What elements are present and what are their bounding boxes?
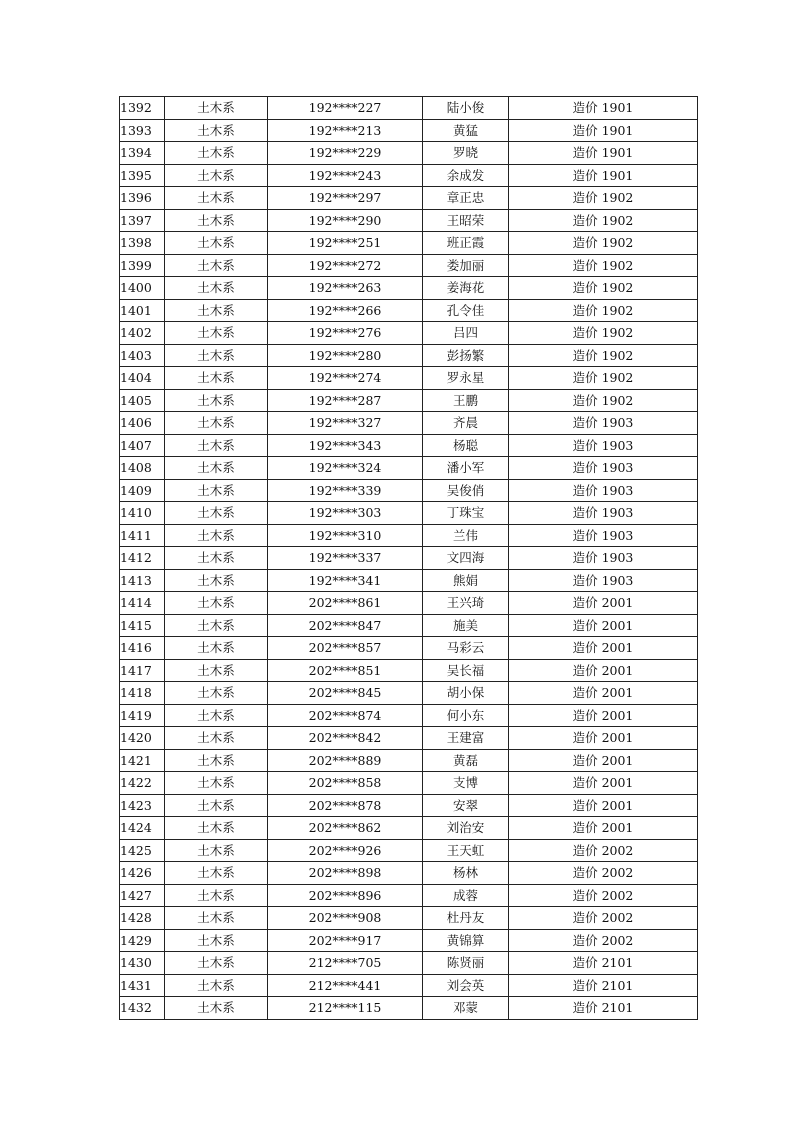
class-cell: 造价 2002 [509,884,698,907]
department-cell: 土木系 [165,704,268,727]
class-cell: 造价 2001 [509,749,698,772]
student-id-cell: 202****857 [268,637,423,660]
table-row [120,97,698,120]
row-number: 1410 [120,502,165,525]
student-name-cell: 成蓉 [423,884,509,907]
department-cell: 土木系 [165,637,268,660]
table-row [120,524,698,547]
student-id-cell: 202****898 [268,862,423,885]
student-id-cell: 192****343 [268,434,423,457]
student-id-cell: 192****297 [268,187,423,210]
row-number: 1405 [120,389,165,412]
table-row [120,772,698,795]
class-cell: 造价 2002 [509,929,698,952]
class-cell: 造价 2001 [509,817,698,840]
class-cell: 造价 2001 [509,772,698,795]
department-cell: 土木系 [165,187,268,210]
table-row [120,232,698,255]
row-number: 1406 [120,412,165,435]
student-id-cell: 192****324 [268,457,423,480]
student-name-cell: 杨聪 [423,434,509,457]
row-number: 1400 [120,277,165,300]
table-row [120,187,698,210]
student-id-cell: 202****862 [268,817,423,840]
department-cell: 土木系 [165,839,268,862]
student-name-cell: 罗永星 [423,367,509,390]
row-number: 1432 [120,997,165,1020]
student-id-cell: 202****842 [268,727,423,750]
department-cell: 土木系 [165,817,268,840]
student-id-cell: 202****845 [268,682,423,705]
class-cell: 造价 2001 [509,682,698,705]
class-cell: 造价 2001 [509,614,698,637]
class-cell: 造价 1903 [509,524,698,547]
table-row [120,322,698,345]
row-number: 1393 [120,119,165,142]
department-cell: 土木系 [165,97,268,120]
department-cell: 土木系 [165,727,268,750]
table-row [120,592,698,615]
class-cell: 造价 1902 [509,187,698,210]
department-cell: 土木系 [165,322,268,345]
student-name-cell: 王天虹 [423,839,509,862]
student-name-cell: 杜丹友 [423,907,509,930]
student-name-cell: 杨林 [423,862,509,885]
student-name-cell: 邓蒙 [423,997,509,1020]
student-id-cell: 192****303 [268,502,423,525]
student-id-cell: 192****229 [268,142,423,165]
table-row [120,457,698,480]
class-cell: 造价 2001 [509,727,698,750]
table-row [120,389,698,412]
department-cell: 土木系 [165,434,268,457]
department-cell: 土木系 [165,929,268,952]
class-cell: 造价 1902 [509,322,698,345]
table-row [120,142,698,165]
row-number: 1401 [120,299,165,322]
student-name-cell: 陈贤丽 [423,952,509,975]
department-cell: 土木系 [165,479,268,502]
student-id-cell: 212****705 [268,952,423,975]
department-cell: 土木系 [165,344,268,367]
row-number: 1402 [120,322,165,345]
department-cell: 土木系 [165,367,268,390]
row-number: 1421 [120,749,165,772]
student-id-cell: 192****266 [268,299,423,322]
class-cell: 造价 2001 [509,592,698,615]
student-id-cell: 192****274 [268,367,423,390]
table-row [120,682,698,705]
class-cell: 造价 1903 [509,569,698,592]
student-name-cell: 余成发 [423,164,509,187]
student-id-cell: 192****213 [268,119,423,142]
student-id-cell: 212****441 [268,974,423,997]
student-id-cell: 202****874 [268,704,423,727]
department-cell: 土木系 [165,232,268,255]
student-id-cell: 202****917 [268,929,423,952]
department-cell: 土木系 [165,907,268,930]
student-name-cell: 黄锦算 [423,929,509,952]
row-number: 1431 [120,974,165,997]
row-number: 1418 [120,682,165,705]
table-row [120,434,698,457]
class-cell: 造价 2001 [509,794,698,817]
class-cell: 造价 1901 [509,164,698,187]
department-cell: 土木系 [165,614,268,637]
table-row [120,412,698,435]
student-name-cell: 安翠 [423,794,509,817]
student-name-cell: 施美 [423,614,509,637]
table-row [120,952,698,975]
student-table [119,96,698,1020]
student-name-cell: 娄加丽 [423,254,509,277]
student-id-cell: 192****243 [268,164,423,187]
table-row [120,209,698,232]
table-row [120,614,698,637]
class-cell: 造价 1903 [509,547,698,570]
class-cell: 造价 1902 [509,367,698,390]
student-id-cell: 192****280 [268,344,423,367]
row-number: 1411 [120,524,165,547]
table-row [120,727,698,750]
student-name-cell: 章正忠 [423,187,509,210]
department-cell: 土木系 [165,772,268,795]
student-id-cell: 202****926 [268,839,423,862]
row-number: 1403 [120,344,165,367]
department-cell: 土木系 [165,254,268,277]
student-name-cell: 黄猛 [423,119,509,142]
table-row [120,749,698,772]
class-cell: 造价 2101 [509,974,698,997]
department-cell: 土木系 [165,142,268,165]
student-id-cell: 202****847 [268,614,423,637]
row-number: 1429 [120,929,165,952]
department-cell: 土木系 [165,524,268,547]
student-id-cell: 192****272 [268,254,423,277]
row-number: 1428 [120,907,165,930]
student-name-cell: 兰伟 [423,524,509,547]
department-cell: 土木系 [165,277,268,300]
department-cell: 土木系 [165,952,268,975]
class-cell: 造价 1902 [509,389,698,412]
table-row [120,839,698,862]
department-cell: 土木系 [165,389,268,412]
table-row [120,254,698,277]
row-number: 1407 [120,434,165,457]
row-number: 1394 [120,142,165,165]
student-name-cell: 刘治安 [423,817,509,840]
table-row [120,367,698,390]
class-cell: 造价 1902 [509,254,698,277]
table-row [120,659,698,682]
row-number: 1420 [120,727,165,750]
student-id-cell: 202****896 [268,884,423,907]
row-number: 1422 [120,772,165,795]
row-number: 1399 [120,254,165,277]
department-cell: 土木系 [165,299,268,322]
row-number: 1416 [120,637,165,660]
department-cell: 土木系 [165,412,268,435]
student-id-cell: 192****263 [268,277,423,300]
row-number: 1426 [120,862,165,885]
class-cell: 造价 1902 [509,299,698,322]
row-number: 1423 [120,794,165,817]
department-cell: 土木系 [165,997,268,1020]
table-row [120,974,698,997]
department-cell: 土木系 [165,592,268,615]
table-row [120,862,698,885]
student-id-cell: 192****337 [268,547,423,570]
student-name-cell: 黄磊 [423,749,509,772]
student-id-cell: 192****341 [268,569,423,592]
student-id-cell: 192****287 [268,389,423,412]
student-id-cell: 192****327 [268,412,423,435]
student-name-cell: 王兴琦 [423,592,509,615]
student-name-cell: 罗晓 [423,142,509,165]
student-name-cell: 王昭荣 [423,209,509,232]
row-number: 1419 [120,704,165,727]
table-row [120,299,698,322]
row-number: 1413 [120,569,165,592]
student-id-cell: 202****889 [268,749,423,772]
class-cell: 造价 2002 [509,839,698,862]
student-name-cell: 王建富 [423,727,509,750]
row-number: 1424 [120,817,165,840]
department-cell: 土木系 [165,119,268,142]
table-row [120,997,698,1020]
table-row [120,502,698,525]
student-name-cell: 刘会英 [423,974,509,997]
row-number: 1392 [120,97,165,120]
student-id-cell: 202****858 [268,772,423,795]
student-name-cell: 潘小军 [423,457,509,480]
row-number: 1395 [120,164,165,187]
department-cell: 土木系 [165,794,268,817]
student-id-cell: 202****908 [268,907,423,930]
class-cell: 造价 2002 [509,907,698,930]
student-name-cell: 彭扬繁 [423,344,509,367]
department-cell: 土木系 [165,569,268,592]
class-cell: 造价 2101 [509,952,698,975]
row-number: 1427 [120,884,165,907]
class-cell: 造价 2002 [509,862,698,885]
class-cell: 造价 2001 [509,637,698,660]
department-cell: 土木系 [165,502,268,525]
student-id-cell: 192****251 [268,232,423,255]
student-name-cell: 齐晨 [423,412,509,435]
student-id-cell: 192****290 [268,209,423,232]
table-row [120,884,698,907]
row-number: 1396 [120,187,165,210]
table-row [120,547,698,570]
row-number: 1398 [120,232,165,255]
class-cell: 造价 1903 [509,479,698,502]
student-name-cell: 陆小俊 [423,97,509,120]
department-cell: 土木系 [165,659,268,682]
class-cell: 造价 2101 [509,997,698,1020]
table-row [120,344,698,367]
student-name-cell: 马彩云 [423,637,509,660]
class-cell: 造价 1901 [509,119,698,142]
student-name-cell: 姜海花 [423,277,509,300]
class-cell: 造价 1902 [509,277,698,300]
table-row [120,637,698,660]
student-name-cell: 文四海 [423,547,509,570]
student-id-cell: 202****861 [268,592,423,615]
table-row [120,817,698,840]
table-row [120,569,698,592]
student-id-cell: 192****227 [268,97,423,120]
class-cell: 造价 1903 [509,457,698,480]
student-name-cell: 吴长福 [423,659,509,682]
class-cell: 造价 2001 [509,704,698,727]
student-id-cell: 192****339 [268,479,423,502]
row-number: 1404 [120,367,165,390]
student-name-cell: 支博 [423,772,509,795]
student-name-cell: 孔令佳 [423,299,509,322]
row-number: 1397 [120,209,165,232]
class-cell: 造价 1901 [509,142,698,165]
student-id-cell: 212****115 [268,997,423,1020]
department-cell: 土木系 [165,749,268,772]
class-cell: 造价 1903 [509,412,698,435]
row-number: 1414 [120,592,165,615]
class-cell: 造价 2001 [509,659,698,682]
table-body [120,97,698,1020]
row-number: 1408 [120,457,165,480]
class-cell: 造价 1903 [509,502,698,525]
department-cell: 土木系 [165,682,268,705]
class-cell: 造价 1903 [509,434,698,457]
student-name-cell: 吴俊俏 [423,479,509,502]
row-number: 1417 [120,659,165,682]
row-number: 1430 [120,952,165,975]
department-cell: 土木系 [165,209,268,232]
class-cell: 造价 1901 [509,97,698,120]
student-id-cell: 192****310 [268,524,423,547]
student-name-cell: 王鹏 [423,389,509,412]
student-name-cell: 胡小保 [423,682,509,705]
table-row [120,929,698,952]
class-cell: 造价 1902 [509,232,698,255]
student-name-cell: 熊娟 [423,569,509,592]
department-cell: 土木系 [165,862,268,885]
row-number: 1415 [120,614,165,637]
table-row [120,479,698,502]
department-cell: 土木系 [165,164,268,187]
table-row [120,164,698,187]
student-id-cell: 202****851 [268,659,423,682]
table-row [120,907,698,930]
student-id-cell: 202****878 [268,794,423,817]
student-name-cell: 何小东 [423,704,509,727]
row-number: 1412 [120,547,165,570]
row-number: 1425 [120,839,165,862]
table-row [120,704,698,727]
department-cell: 土木系 [165,974,268,997]
department-cell: 土木系 [165,547,268,570]
table-row [120,794,698,817]
student-name-cell: 吕四 [423,322,509,345]
student-name-cell: 班正霞 [423,232,509,255]
table-row [120,119,698,142]
department-cell: 土木系 [165,884,268,907]
student-id-cell: 192****276 [268,322,423,345]
table-row [120,277,698,300]
class-cell: 造价 1902 [509,344,698,367]
student-name-cell: 丁珠宝 [423,502,509,525]
class-cell: 造价 1902 [509,209,698,232]
row-number: 1409 [120,479,165,502]
department-cell: 土木系 [165,457,268,480]
